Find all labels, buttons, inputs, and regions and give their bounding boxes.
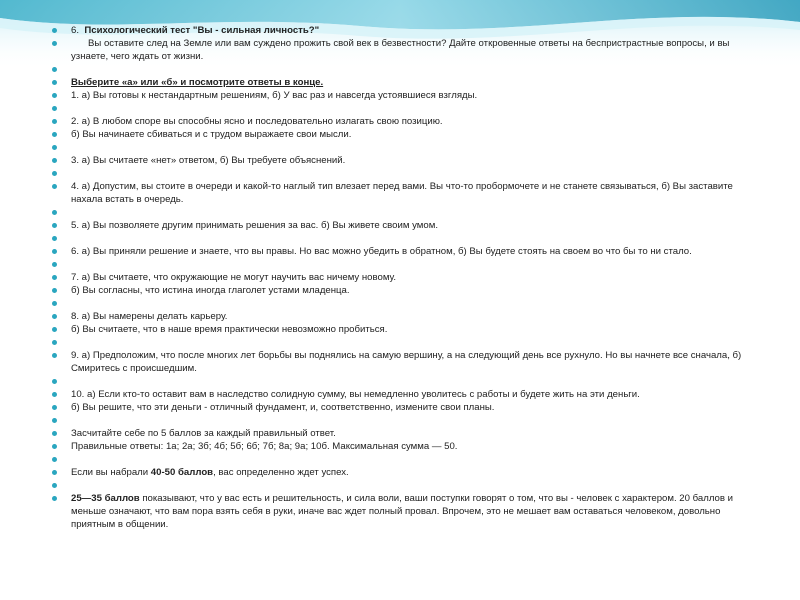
question-3: 3. а) Вы считаете «нет» ответом, б) Вы требуете объяснений.: [71, 155, 346, 166]
bullet-icon: [52, 223, 57, 228]
list-item: [52, 63, 748, 76]
list-item: [52, 167, 748, 180]
bullet-icon: [52, 262, 57, 267]
bullet-icon: [52, 288, 57, 293]
instruction: Выберите «а» или «б» и посмотрите ответы в конце.: [71, 77, 324, 88]
question-2b: б) Вы начинаете сбиваться и с трудом выражаете свои мысли.: [71, 129, 352, 140]
bullet-icon: [52, 132, 57, 137]
question-10a: 10. а) Если кто-то оставит вам в наследство солидную сумму, вы немедленно уволитесь с работы и будете жить на эти деньги.: [71, 389, 640, 400]
bullet-icon: [52, 275, 57, 280]
list-item: [52, 453, 748, 466]
bullet-icon: [52, 431, 57, 436]
bullet-icon: [52, 41, 57, 46]
bullet-icon: [52, 470, 57, 475]
bullet-icon: [52, 457, 57, 462]
result-mid-text: показывают, что у вас есть и решительность, и сила воли, ваши поступки говорят о том, что вы - человек с характером. 20 баллов и меньше означают, что вам пора взять себя в руки, иначе вас ждет полный провал. Впрочем, это не мешает вам оставаться человеком, довольно приятным в общении.: [71, 493, 733, 530]
bullet-icon: [52, 236, 57, 241]
bullet-icon: [52, 184, 57, 189]
list-item: [52, 388, 748, 401]
question-1: 1. а) Вы готовы к нестандартным решениям, б) У вас раз и навсегда устоявшиеся взгляды.: [71, 90, 478, 101]
question-5: 5. а) Вы позволяете другим принимать решения за вас. б) Вы живете своим умом.: [71, 220, 439, 231]
bullet-icon: [52, 158, 57, 163]
list-item: [52, 258, 748, 271]
bullet-icon: [52, 119, 57, 124]
question-8a: 8. а) Вы намерены делать карьеру.: [71, 311, 228, 322]
list-item: [52, 115, 748, 128]
result-high-score: 40-50 баллов: [150, 467, 214, 478]
bullet-icon: [52, 496, 57, 501]
list-item: [52, 479, 748, 492]
list-item: [52, 154, 748, 167]
test-number: 6.: [71, 25, 80, 36]
bullet-icon: [52, 249, 57, 254]
question-10b: б) Вы решите, что эти деньги - отличный фундамент, и, соответственно, измените свои планы.: [71, 402, 495, 413]
bullet-icon: [52, 80, 57, 85]
list-item: [52, 24, 748, 37]
list-item: [52, 141, 748, 154]
list-item: [52, 401, 748, 414]
bullet-icon: [52, 28, 57, 33]
scoring-rule: Засчитайте себе по 5 баллов за каждый правильный ответ.: [71, 428, 336, 439]
bullet-icon: [52, 483, 57, 488]
correct-answers: Правильные ответы: 1а; 2а; 3б; 4б; 5б; 6б; 7б; 8а; 9а; 10б. Максимальная сумма — 50.: [71, 441, 458, 452]
list-item: [52, 336, 748, 349]
list-item: [52, 89, 748, 102]
bullet-icon: [52, 93, 57, 98]
bullet-icon: [52, 392, 57, 397]
list-item: [52, 76, 748, 89]
bullet-icon: [52, 106, 57, 111]
list-item: [52, 180, 748, 206]
bullet-icon: [52, 340, 57, 345]
list-item: [52, 414, 748, 427]
question-7a: 7. а) Вы считаете, что окружающие не могут научить вас ничему новому.: [71, 272, 397, 283]
list-item: [52, 128, 748, 141]
list-item: [52, 245, 748, 258]
question-9: 9. а) Предположим, что после многих лет борьбы вы поднялись на самую вершину, а на следующий день все рухнуло. Но вы начнете все сначала, б) Смиритесь с происшедшим.: [71, 350, 742, 374]
bullet-icon: [52, 405, 57, 410]
bullet-icon: [52, 67, 57, 72]
list-item: [52, 492, 748, 531]
list-item: [52, 427, 748, 440]
list-item: [52, 219, 748, 232]
bullet-icon: [52, 418, 57, 423]
result-high-prefix: Если вы набрали: [71, 467, 151, 478]
list-item: [52, 466, 748, 479]
list-item: [52, 232, 748, 245]
list-item: [52, 271, 748, 284]
test-intro: Вы оставите след на Земле или вам суждено прожить свой век в безвестности? Дайте откровенные ответы на беспристрастные вопросы, и вы узнаете, чего ждать от жизни.: [71, 38, 730, 62]
bullet-icon: [52, 379, 57, 384]
list-item: [52, 323, 748, 336]
list-item: [52, 375, 748, 388]
bullet-icon: [52, 301, 57, 306]
list-item: [52, 310, 748, 323]
bullet-icon: [52, 327, 57, 332]
list-item: [52, 206, 748, 219]
question-6: 6. а) Вы приняли решение и знаете, что вы правы. Но вас можно убедить в обратном, б) Вы будете стоять на своем во что бы то ни стало.: [71, 246, 692, 257]
bullet-icon: [52, 353, 57, 358]
list-item: [52, 37, 748, 63]
bullet-icon: [52, 145, 57, 150]
bullet-icon: [52, 444, 57, 449]
test-title: Психологический тест "Вы - сильная личность?": [84, 25, 320, 36]
question-2a: 2. а) В любом споре вы способны ясно и последовательно излагать свою позицию.: [71, 116, 443, 127]
question-7b: б) Вы согласны, что истина иногда глаголет устами младенца.: [71, 285, 350, 296]
bullet-icon: [52, 171, 57, 176]
list-item: [52, 297, 748, 310]
bullet-icon: [52, 210, 57, 215]
list-item: [52, 284, 748, 297]
list-item: [52, 102, 748, 115]
result-high-text: , вас определенно ждет успех.: [213, 467, 349, 478]
question-8b: б) Вы считаете, что в наше время практически невозможно пробиться.: [71, 324, 388, 335]
result-mid-score: 25—35 баллов: [71, 493, 140, 504]
question-4: 4. а) Допустим, вы стоите в очереди и какой-то наглый тип влезает перед вами. Вы что-то пробормочете и не станете связываться, б) Вы заставите нахала встать в очередь.: [71, 181, 733, 205]
list-item: [52, 440, 748, 453]
list-item: [52, 349, 748, 375]
bullet-icon: [52, 314, 57, 319]
test-content: [52, 24, 748, 531]
